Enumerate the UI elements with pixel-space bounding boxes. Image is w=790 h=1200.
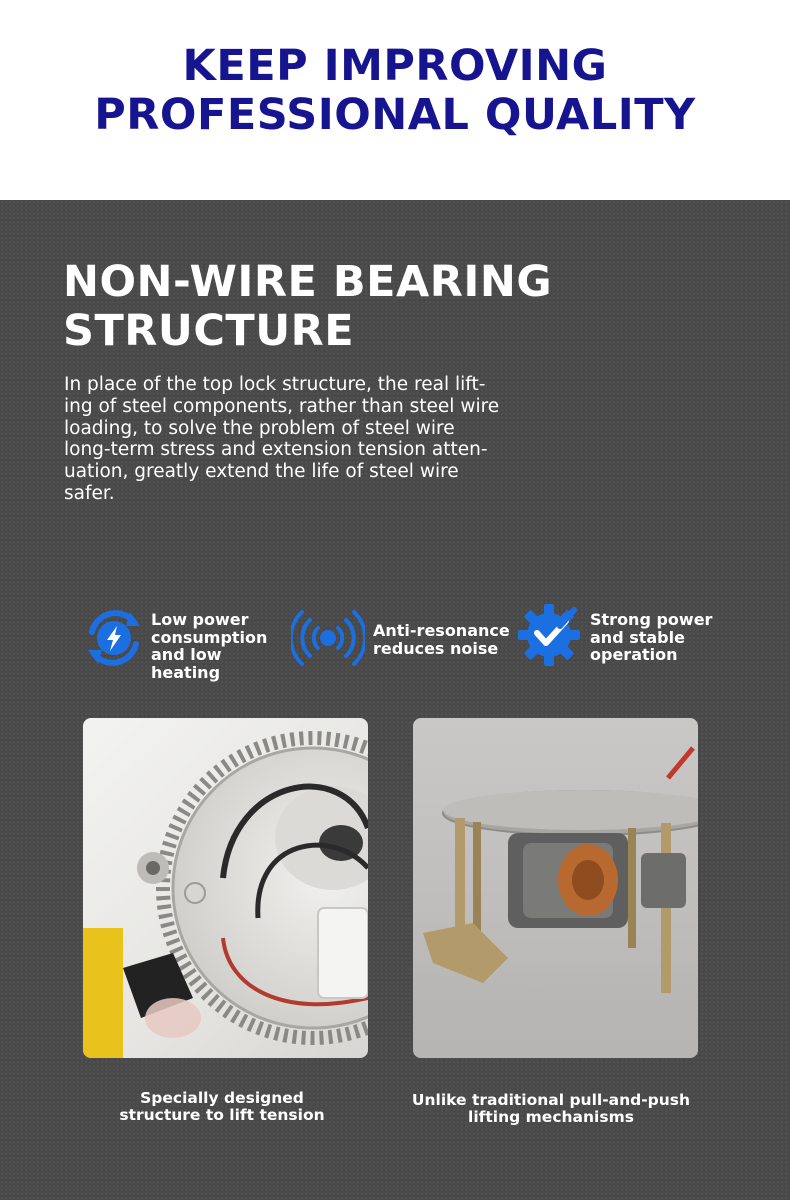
section-title-line-1: NON-WIRE BEARING (63, 257, 553, 307)
feature-label-line: consumption (151, 627, 268, 647)
motor-assembly-photo (413, 718, 698, 1058)
description-line: In place of the top lock structure, the real lift- (64, 374, 486, 395)
section-description (64, 374, 554, 505)
description-line: long-term stress and extension tension atten- (64, 439, 488, 461)
gear-check-icon (516, 602, 582, 668)
feature-label-line: Anti-resonance (373, 621, 510, 640)
page-headline (0, 42, 790, 140)
photo-caption (405, 1092, 697, 1126)
description-line: safer. (64, 482, 115, 504)
description-line: uation, greatly extend the life of steel wire (64, 461, 459, 483)
sound-waves-icon (291, 602, 365, 674)
feature-label (373, 622, 510, 657)
caption-line: Specially designed (140, 1089, 304, 1107)
feature-low-power (78, 602, 293, 682)
feature-label-line: Strong power (590, 610, 713, 629)
caption-line: structure to lift tension (119, 1106, 325, 1124)
section-title (63, 258, 683, 356)
feature-label-line: and low heating (151, 645, 222, 682)
feature-label-line: Low power (151, 610, 249, 629)
header-banner (0, 0, 790, 200)
gear-wheel-photo (83, 718, 368, 1058)
feature-label (590, 611, 712, 664)
headline-line-1: KEEP IMPROVING (182, 41, 608, 91)
lightning-cycle-icon (78, 602, 150, 674)
caption-line: lifting mechanisms (468, 1108, 634, 1126)
feature-strong-power (516, 602, 726, 674)
feature-label (151, 611, 293, 681)
headline-line-2: PROFESSIONAL QUALITY (94, 90, 696, 140)
feature-label-line: and stable (590, 627, 685, 647)
feature-label-line: operation (590, 645, 678, 664)
feature-section (0, 200, 790, 1200)
description-line: ing of steel components, rather than steel wire (64, 395, 500, 417)
feature-label-line: reduces noise (373, 638, 499, 658)
photo-caption (83, 1090, 361, 1124)
description-line: loading, to solve the problem of steel wire (64, 417, 455, 439)
caption-line: Unlike traditional pull-and-push (411, 1091, 691, 1109)
section-title-line-2: STRUCTURE (63, 306, 355, 356)
feature-anti-resonance (291, 602, 511, 674)
